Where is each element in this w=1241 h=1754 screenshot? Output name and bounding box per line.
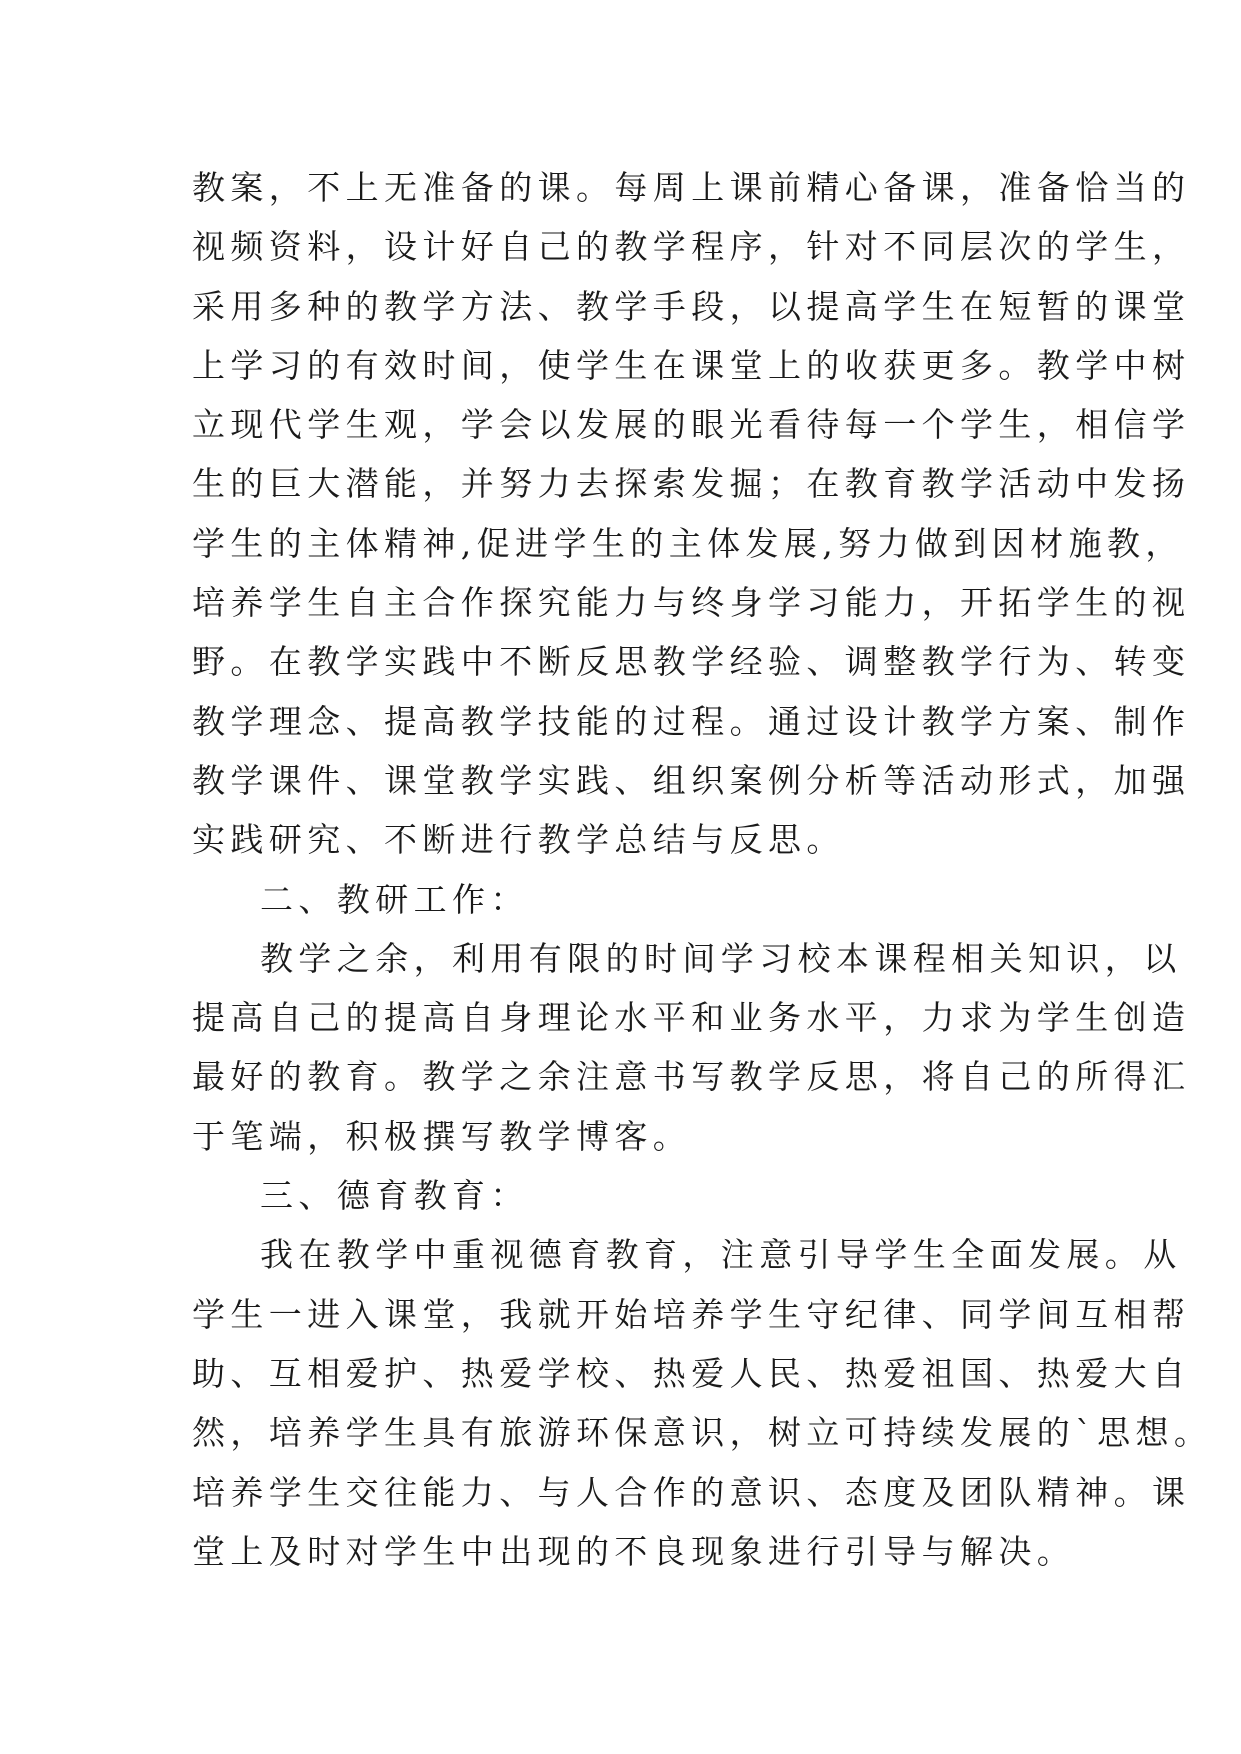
text-line: 我在教学中重视德育教育，注意引导学生全面发展。从: [260, 1235, 1182, 1275]
text-line: 学生一进入课堂，我就开始培养学生守纪律、同学间互相帮: [192, 1294, 1191, 1334]
text-line: 采用多种的教学方法、教学手段，以提高学生在短暂的课堂: [192, 286, 1191, 326]
text-line: 堂上及时对学生中出现的不良现象进行引导与解决。: [192, 1531, 1076, 1571]
text-line: 培养学生交往能力、与人合作的意识、态度及团队精神。课: [192, 1472, 1191, 1512]
text-line: 助、互相爱护、热爱学校、热爱人民、热爱祖国、热爱大自: [192, 1353, 1191, 1393]
text-line: 于笔端，积极撰写教学博客。: [192, 1116, 692, 1156]
text-line: 教案，不上无准备的课。每周上课前精心备课，准备恰当的: [192, 168, 1191, 207]
text-line: 学生的主体精神,促进学生的主体发展,努力做到因材施教，: [192, 523, 1184, 563]
text-line: 培养学生自主合作探究能力与终身学习能力，开拓学生的视: [192, 583, 1191, 623]
text-line: 教学理念、提高教学技能的过程。通过设计教学方案、制作: [192, 701, 1191, 741]
text-line: 野。在教学实践中不断反思教学经验、调整教学行为、转变: [192, 642, 1191, 682]
text-line: 视频资料，设计好自己的教学程序，针对不同层次的学生，: [192, 227, 1191, 267]
text-line: 立现代学生观，学会以发展的眼光看待每一个学生，相信学: [192, 405, 1191, 445]
document-body: [192, 158, 1213, 1581]
text-line: 最好的教育。教学之余注意书写教学反思，将自己的所得汇: [192, 1057, 1191, 1097]
text-line: 然，培养学生具有旅游环保意识，树立可持续发展的`思想。: [192, 1413, 1213, 1453]
text-line: 上学习的有效时间，使学生在课堂上的收获更多。教学中树: [192, 345, 1191, 385]
text-line: 实践研究、不断进行教学总结与反思。: [192, 820, 845, 860]
text-line: 教学之余，利用有限的时间学习校本课程相关知识，以: [260, 938, 1182, 978]
section-heading-moral-education: 三、德育教育：: [260, 1176, 529, 1216]
section-heading-teaching-research: 二、教研工作：: [260, 879, 529, 919]
text-line: 教学课件、课堂教学实践、组织案例分析等活动形式，加强: [192, 760, 1191, 800]
text-line: 提高自己的提高自身理论水平和业务水平，力求为学生创造: [192, 998, 1191, 1038]
text-line: 生的巨大潜能，并努力去探索发掘；在教育教学活动中发扬: [192, 464, 1191, 504]
